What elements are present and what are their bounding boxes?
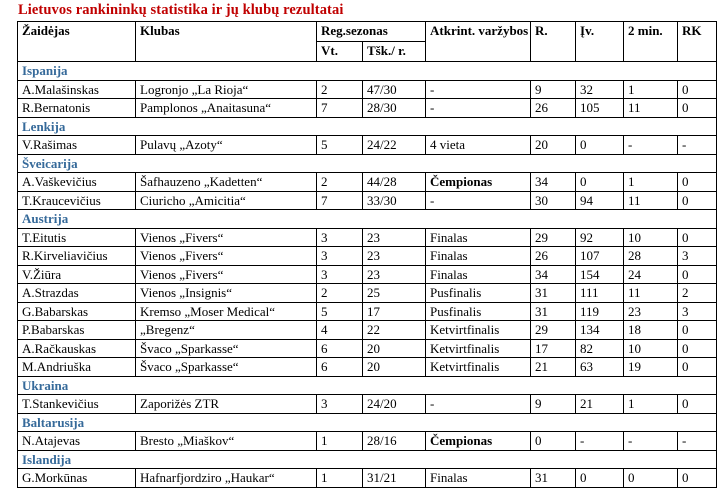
club-name-cell: Logronjo „La Rioja“ <box>136 80 317 99</box>
playoff-result-cell: - <box>426 99 531 118</box>
country-label: Ispanija <box>18 62 717 81</box>
place-cell: 5 <box>317 136 363 155</box>
goals-cell: 0 <box>576 136 624 155</box>
goals-cell: 21 <box>576 395 624 414</box>
two-min-cell: 1 <box>624 395 678 414</box>
playoff-result-cell: Finalas <box>426 228 531 247</box>
club-name-cell: Švaco „Sparkasse“ <box>136 358 317 377</box>
place-cell: 6 <box>317 339 363 358</box>
two-min-cell: - <box>624 136 678 155</box>
player-row <box>18 358 717 377</box>
club-name-cell: Pulavų „Azoty“ <box>136 136 317 155</box>
player-name-cell: R.Kirveliavičius <box>18 247 136 266</box>
playoff-result-cell: Finalas <box>426 265 531 284</box>
matches-cell: 31 <box>531 302 576 321</box>
country-section-row <box>18 154 717 173</box>
player-row <box>18 265 717 284</box>
matches-cell: 9 <box>531 80 576 99</box>
goals-cell: - <box>576 432 624 451</box>
country-label: Ukraina <box>18 376 717 395</box>
country-label: Austrija <box>18 210 717 229</box>
matches-cell: 9 <box>531 395 576 414</box>
place-cell: 3 <box>317 228 363 247</box>
two-min-cell: 24 <box>624 265 678 284</box>
club-name-cell: Vienos „Fivers“ <box>136 265 317 284</box>
place-cell: 1 <box>317 469 363 488</box>
club-name-cell: Šafhauzeno „Kadetten“ <box>136 173 317 192</box>
goals-cell: 0 <box>576 469 624 488</box>
red-cards-cell: 0 <box>678 80 717 99</box>
country-section-row <box>18 117 717 136</box>
two-min-cell: 0 <box>624 469 678 488</box>
matches-cell: 26 <box>531 247 576 266</box>
points-ratio-cell: 28/30 <box>363 99 426 118</box>
player-name-cell: A.Malašinskas <box>18 80 136 99</box>
red-cards-cell: 0 <box>678 339 717 358</box>
player-name-cell: N.Atajevas <box>18 432 136 451</box>
club-name-cell: Hafnarfjordziro „Haukar“ <box>136 469 317 488</box>
col-header-club: Klubas <box>136 22 317 62</box>
player-name-cell: R.Bernatonis <box>18 99 136 118</box>
two-min-cell: 11 <box>624 284 678 303</box>
points-ratio-cell: 20 <box>363 358 426 377</box>
two-min-cell: 11 <box>624 99 678 118</box>
playoff-result-cell: - <box>426 80 531 99</box>
player-row <box>18 247 717 266</box>
club-name-cell: Vienos „Fivers“ <box>136 247 317 266</box>
points-ratio-cell: 17 <box>363 302 426 321</box>
player-name-cell: T.Stankevičius <box>18 395 136 414</box>
points-ratio-cell: 33/30 <box>363 191 426 210</box>
place-cell: 3 <box>317 247 363 266</box>
player-row <box>18 284 717 303</box>
place-cell: 2 <box>317 284 363 303</box>
player-row <box>18 339 717 358</box>
country-label: Islandija <box>18 450 717 469</box>
playoff-result-cell: 4 vieta <box>426 136 531 155</box>
matches-cell: 21 <box>531 358 576 377</box>
points-ratio-cell: 22 <box>363 321 426 340</box>
red-cards-cell: 3 <box>678 302 717 321</box>
country-section-row <box>18 450 717 469</box>
two-min-cell: 11 <box>624 191 678 210</box>
place-cell: 2 <box>317 173 363 192</box>
player-name-cell: G.Babarskas <box>18 302 136 321</box>
points-ratio-cell: 24/22 <box>363 136 426 155</box>
two-min-cell: 18 <box>624 321 678 340</box>
red-cards-cell: 0 <box>678 469 717 488</box>
points-ratio-cell: 23 <box>363 265 426 284</box>
goals-cell: 94 <box>576 191 624 210</box>
matches-cell: 29 <box>531 321 576 340</box>
club-name-cell: Zaporižės ZTR <box>136 395 317 414</box>
player-name-cell: T.Kraucevičius <box>18 191 136 210</box>
matches-cell: 0 <box>531 432 576 451</box>
points-ratio-cell: 47/30 <box>363 80 426 99</box>
goals-cell: 92 <box>576 228 624 247</box>
goals-cell: 107 <box>576 247 624 266</box>
red-cards-cell: 0 <box>678 173 717 192</box>
matches-cell: 34 <box>531 173 576 192</box>
points-ratio-cell: 23 <box>363 247 426 266</box>
country-label: Šveicarija <box>18 154 717 173</box>
red-cards-cell: 0 <box>678 99 717 118</box>
header-row-top <box>18 22 717 42</box>
col-header-goals: Įv. <box>576 22 624 62</box>
club-name-cell: Vienos „Fivers“ <box>136 228 317 247</box>
club-name-cell: Pamplonos „Anaitasuna“ <box>136 99 317 118</box>
col-header-playoffs: Atkrint. varžybos <box>426 22 531 62</box>
matches-cell: 26 <box>531 99 576 118</box>
goals-cell: 82 <box>576 339 624 358</box>
two-min-cell: 1 <box>624 80 678 99</box>
red-cards-cell: 0 <box>678 321 717 340</box>
place-cell: 3 <box>317 395 363 414</box>
red-cards-cell: - <box>678 136 717 155</box>
points-ratio-cell: 23 <box>363 228 426 247</box>
player-row <box>18 395 717 414</box>
club-name-cell: Ciuricho „Amicitia“ <box>136 191 317 210</box>
matches-cell: 17 <box>531 339 576 358</box>
club-name-cell: Bresto „Miaškov“ <box>136 432 317 451</box>
player-row <box>18 228 717 247</box>
country-section-row <box>18 62 717 81</box>
playoff-result-cell: Čempionas <box>426 432 531 451</box>
red-cards-cell: 0 <box>678 265 717 284</box>
club-name-cell: „Bregenz“ <box>136 321 317 340</box>
two-min-cell: 23 <box>624 302 678 321</box>
red-cards-cell: 0 <box>678 191 717 210</box>
player-name-cell: T.Eitutis <box>18 228 136 247</box>
player-name-cell: A.Račkauskas <box>18 339 136 358</box>
player-row <box>18 99 717 118</box>
country-section-row <box>18 376 717 395</box>
two-min-cell: 19 <box>624 358 678 377</box>
country-section-row <box>18 413 717 432</box>
red-cards-cell: 3 <box>678 247 717 266</box>
player-name-cell: A.Vaškevičius <box>18 173 136 192</box>
player-row <box>18 173 717 192</box>
place-cell: 5 <box>317 302 363 321</box>
handball-stats-table <box>17 21 717 488</box>
place-cell: 6 <box>317 358 363 377</box>
red-cards-cell: - <box>678 432 717 451</box>
two-min-cell: - <box>624 432 678 451</box>
two-min-cell: 1 <box>624 173 678 192</box>
goals-cell: 0 <box>576 173 624 192</box>
points-ratio-cell: 31/21 <box>363 469 426 488</box>
red-cards-cell: 0 <box>678 358 717 377</box>
table-body <box>18 62 717 488</box>
playoff-result-cell: Ketvirtfinalis <box>426 339 531 358</box>
place-cell: 7 <box>317 99 363 118</box>
goals-cell: 154 <box>576 265 624 284</box>
red-cards-cell: 0 <box>678 395 717 414</box>
col-header-reg-season: Reg.sezonas <box>317 22 426 42</box>
playoff-result-cell: Finalas <box>426 247 531 266</box>
player-name-cell: P.Babarskas <box>18 321 136 340</box>
goals-cell: 105 <box>576 99 624 118</box>
goals-cell: 63 <box>576 358 624 377</box>
player-name-cell: G.Morkūnas <box>18 469 136 488</box>
col-header-place: Vt. <box>317 42 363 62</box>
matches-cell: 30 <box>531 191 576 210</box>
col-header-two-min: 2 min. <box>624 22 678 62</box>
matches-cell: 31 <box>531 284 576 303</box>
col-header-player: Žaidėjas <box>18 22 136 62</box>
club-name-cell: Kremso „Moser Medical“ <box>136 302 317 321</box>
player-name-cell: M.Andriuška <box>18 358 136 377</box>
points-ratio-cell: 44/28 <box>363 173 426 192</box>
player-row <box>18 302 717 321</box>
red-cards-cell: 0 <box>678 228 717 247</box>
matches-cell: 31 <box>531 469 576 488</box>
club-name-cell: Švaco „Sparkasse“ <box>136 339 317 358</box>
goals-cell: 134 <box>576 321 624 340</box>
player-row <box>18 432 717 451</box>
player-row <box>18 321 717 340</box>
player-row <box>18 80 717 99</box>
goals-cell: 111 <box>576 284 624 303</box>
playoff-result-cell: Ketvirtfinalis <box>426 358 531 377</box>
two-min-cell: 10 <box>624 228 678 247</box>
place-cell: 4 <box>317 321 363 340</box>
col-header-red-cards: RK <box>678 22 717 62</box>
matches-cell: 34 <box>531 265 576 284</box>
goals-cell: 119 <box>576 302 624 321</box>
page-title: Lietuvos rankininkų statistika ir jų klubų rezultatai <box>18 2 344 18</box>
points-ratio-cell: 28/16 <box>363 432 426 451</box>
col-header-points-ratio: Tšk./ r. <box>363 42 426 62</box>
table-header <box>18 22 717 62</box>
two-min-cell: 28 <box>624 247 678 266</box>
player-name-cell: V.Žiūra <box>18 265 136 284</box>
points-ratio-cell: 25 <box>363 284 426 303</box>
country-label: Lenkija <box>18 117 717 136</box>
col-header-matches: R. <box>531 22 576 62</box>
country-section-row <box>18 210 717 229</box>
matches-cell: 20 <box>531 136 576 155</box>
player-row <box>18 136 717 155</box>
two-min-cell: 10 <box>624 339 678 358</box>
matches-cell: 29 <box>531 228 576 247</box>
playoff-result-cell: Čempionas <box>426 173 531 192</box>
place-cell: 3 <box>317 265 363 284</box>
player-name-cell: A.Strazdas <box>18 284 136 303</box>
place-cell: 7 <box>317 191 363 210</box>
place-cell: 1 <box>317 432 363 451</box>
playoff-result-cell: Pusfinalis <box>426 284 531 303</box>
points-ratio-cell: 20 <box>363 339 426 358</box>
playoff-result-cell: Ketvirtfinalis <box>426 321 531 340</box>
red-cards-cell: 2 <box>678 284 717 303</box>
place-cell: 2 <box>317 80 363 99</box>
player-row <box>18 191 717 210</box>
playoff-result-cell: Finalas <box>426 469 531 488</box>
player-name-cell: V.Rašimas <box>18 136 136 155</box>
club-name-cell: Vienos „Insignis“ <box>136 284 317 303</box>
playoff-result-cell: Pusfinalis <box>426 302 531 321</box>
player-row <box>18 469 717 488</box>
playoff-result-cell: - <box>426 395 531 414</box>
playoff-result-cell: - <box>426 191 531 210</box>
country-label: Baltarusija <box>18 413 717 432</box>
points-ratio-cell: 24/20 <box>363 395 426 414</box>
goals-cell: 32 <box>576 80 624 99</box>
